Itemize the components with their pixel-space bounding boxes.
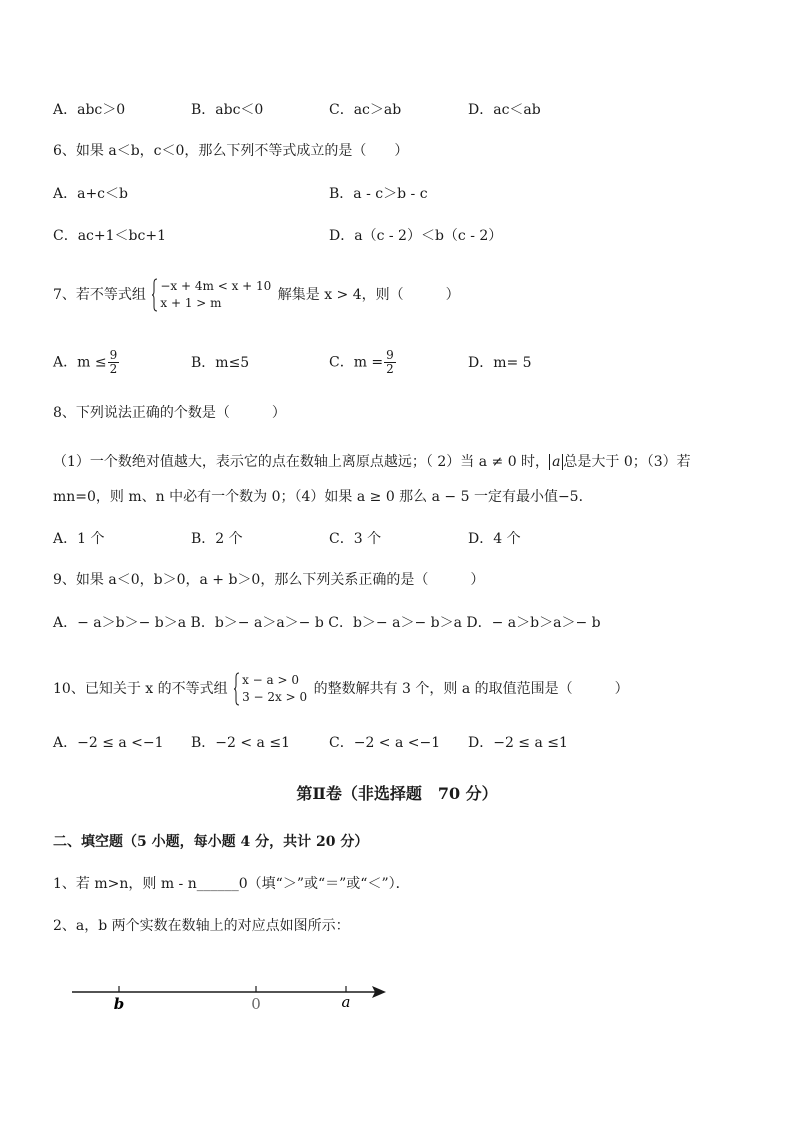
brace-icon [234, 672, 240, 706]
q7-option-c [329, 349, 397, 376]
q8-line1-text-a: （1）一个数绝对值越大，表示它的点在数轴上离原点越远；（ 2）当 a ≠ 0 时， [53, 454, 550, 470]
q10-system-row-1: x − a > 0 [242, 673, 300, 687]
number-line [60, 975, 400, 1020]
q10-option-b: B．−2 < a ≤1 [191, 735, 290, 751]
fill-question-2: 2、a，b 两个实数在数轴上的对应点如图所示： [53, 918, 350, 934]
q10-suffix: 的整数解共有 3 个，则 a 的取值范围是（ ） [313, 681, 629, 697]
brace-icon [152, 278, 158, 312]
q7-option-b: B．m≤5 [191, 355, 250, 371]
q8-option-b: B．2 个 [191, 531, 243, 547]
q10-prefix: 10、已知关于 x 的不等式组 [53, 681, 228, 697]
absolute-value-a: a [549, 454, 563, 470]
q7-option-d: D．m= 5 [468, 355, 532, 371]
q6-option-a: A．a+c＜b [53, 186, 128, 202]
q6-stem: 6、如果 a＜b，c＜0，那么下列不等式成立的是（ ） [53, 143, 409, 159]
q10-system-row-2: 3 − 2x > 0 [242, 690, 308, 704]
q9-options: A．− a＞b＞− b＞a B．b＞− a＞a＞− b C．b＞− a＞− b＞a D．− a＞b＞a＞− b [53, 615, 601, 631]
fraction-denominator: 2 [109, 362, 118, 376]
q7-option-a-label: A．m ≤ [53, 354, 107, 371]
section-heading: 二、填空题（5 小题，每小题 4 分，共计 20 分） [53, 834, 369, 850]
q10-option-d: D．−2 ≤ a ≤1 [468, 735, 568, 751]
q5-option-a: A．abc＞0 [53, 102, 126, 118]
q8-option-d: D．4 个 [468, 531, 521, 547]
q7-stem [53, 278, 460, 312]
q8-stem: 8、下列说法正确的个数是（ ） [53, 405, 286, 421]
q10-stem [53, 672, 629, 706]
fraction-numerator: 9 [386, 348, 394, 362]
fraction-numerator: 9 [109, 348, 118, 362]
q9-stem: 9、如果 a＜0，b＞0，a + b＞0，那么下列关系正确的是（ ） [53, 572, 485, 588]
q5-option-b: B．abc＜0 [191, 102, 264, 118]
q6-option-b: B．a - c＞b - c [329, 186, 428, 202]
q6-option-d: D．a（c - 2）＜b（c - 2） [329, 228, 503, 244]
fill-question-1: 1、若 m>n，则 m - n______0（填“＞”或“＝”或“＜”）． [53, 876, 410, 892]
q7-option-a [53, 349, 120, 376]
q8-option-c: C．3 个 [329, 531, 382, 547]
q7-system-row-2: x + 1 > m [160, 296, 222, 310]
q7-option-c-label: C．m = [329, 354, 384, 371]
fraction-denominator: 2 [386, 362, 394, 376]
q7-system-row-1: −x + 4m < x + 10 [160, 279, 272, 293]
label-0: 0 [251, 995, 261, 1013]
q8-line1-text-b: 总是大于 0；（3）若 [563, 454, 691, 470]
q8-statement-line-1 [53, 452, 691, 472]
label-a: a [341, 993, 351, 1011]
label-b: b [113, 995, 125, 1013]
q7-suffix: 解集是 x > 4，则（ ） [277, 287, 460, 303]
q10-option-c: C．−2 < a <−1 [329, 735, 441, 751]
q5-option-c: C．ac＞ab [329, 102, 402, 118]
q10-inequality-system [234, 672, 307, 706]
q7-inequality-system [152, 278, 271, 312]
q6-option-c: C．ac+1＜bc+1 [53, 228, 166, 244]
q10-option-a: A．−2 ≤ a <−1 [53, 735, 164, 751]
fraction [384, 349, 396, 376]
fraction [108, 349, 120, 376]
q8-option-a: A．1 个 [53, 531, 105, 547]
q5-option-d: D．ac＜ab [468, 102, 541, 118]
q7-prefix: 7、若不等式组 [53, 287, 146, 303]
part2-title: 第Ⅱ卷（非选择题 70 分） [296, 784, 498, 803]
q8-statement-line-2: mn=0，则 m、n 中必有一个数为 0；（4）如果 a ≥ 0 那么 a − 5 一定有最小值−5． [53, 489, 593, 505]
